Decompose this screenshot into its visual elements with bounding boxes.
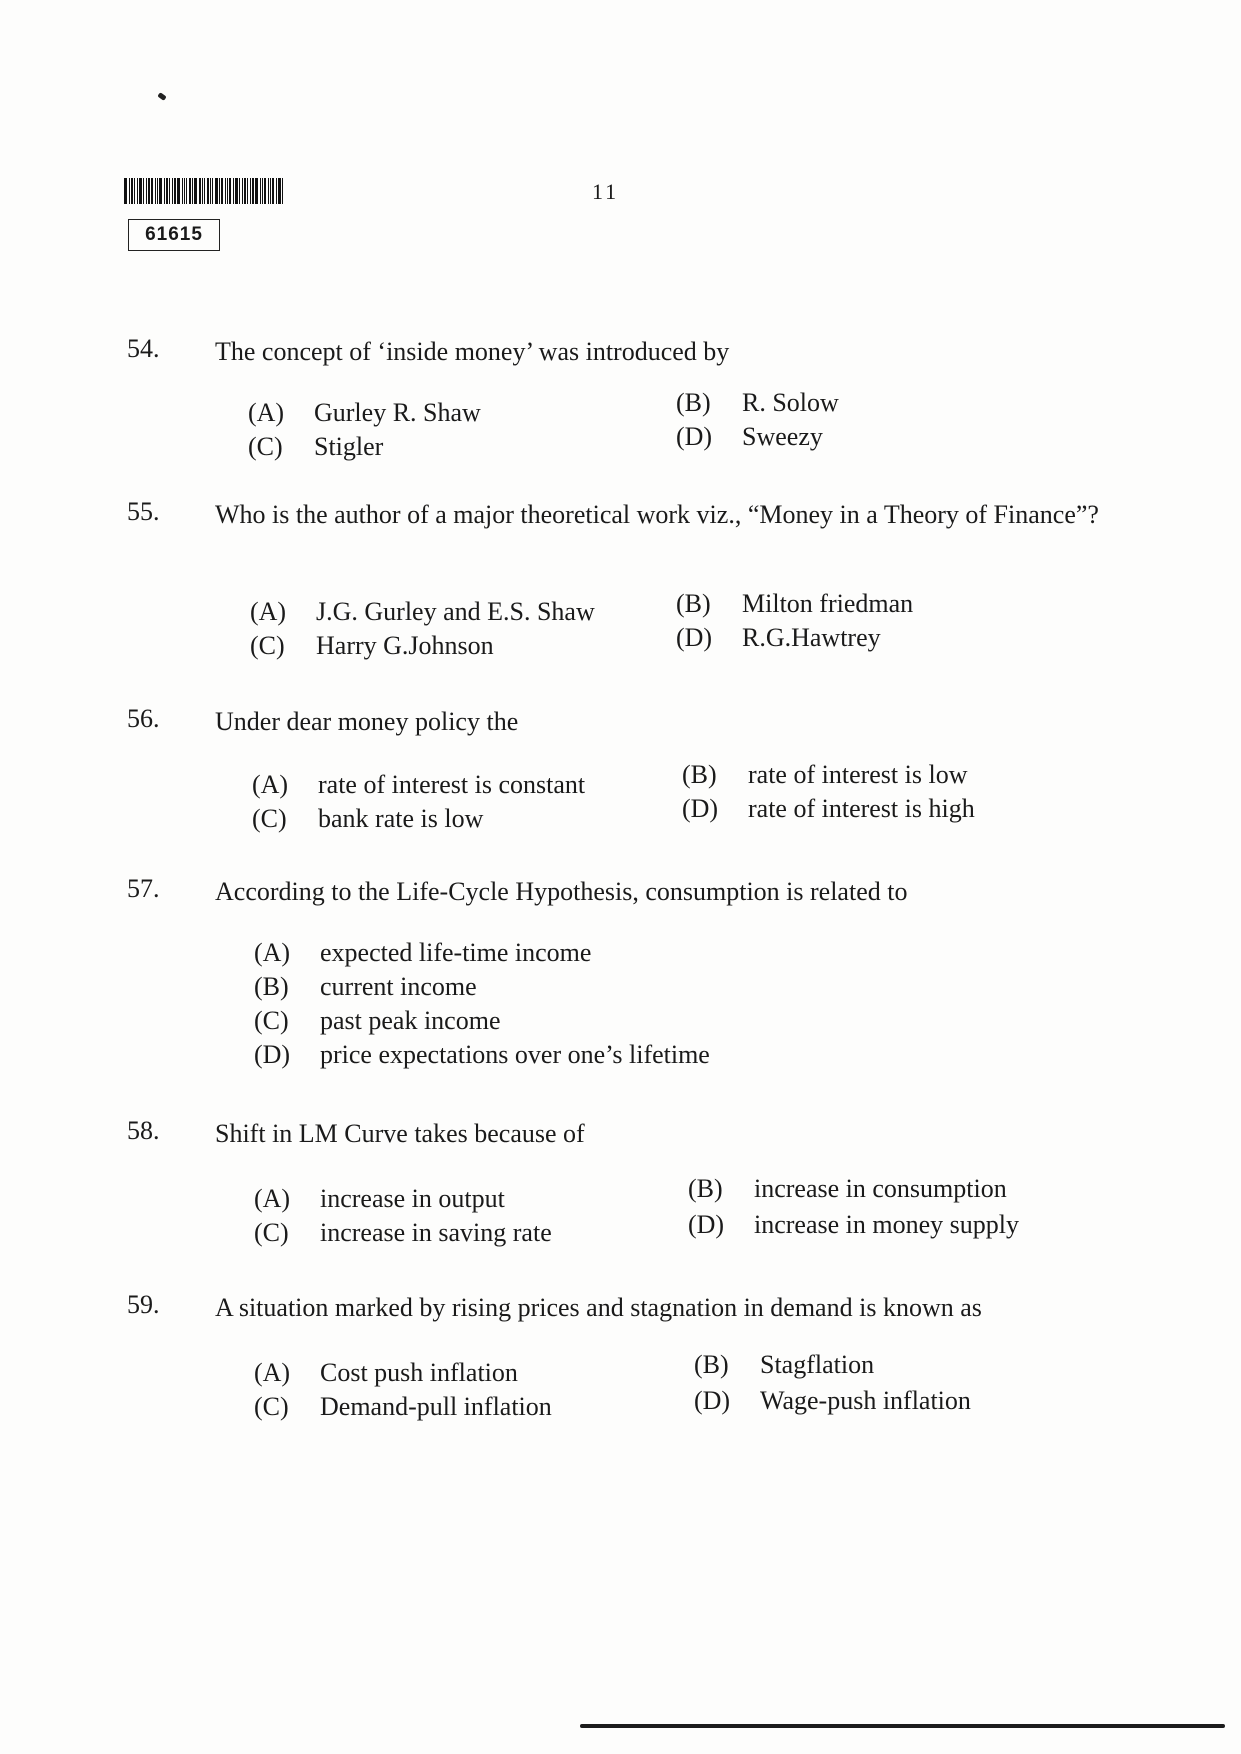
barcode-bar xyxy=(276,178,277,204)
option-letter: (C) xyxy=(250,631,285,660)
barcode-bar xyxy=(189,178,191,204)
option-letter: (C) xyxy=(254,1218,289,1247)
barcode-bar xyxy=(166,178,168,204)
barcode-bar xyxy=(219,178,220,204)
question-number: 57. xyxy=(127,874,160,903)
option-letter: (B) xyxy=(676,589,711,618)
option-b xyxy=(676,589,913,619)
barcode-bar xyxy=(151,178,153,204)
option-text: rate of interest is constant xyxy=(318,770,586,799)
barcode-bar xyxy=(174,178,176,204)
option-d xyxy=(676,422,823,452)
option-letter: (A) xyxy=(254,1358,291,1387)
barcode-bar xyxy=(270,178,271,204)
barcode-bar xyxy=(278,178,281,204)
stray-mark xyxy=(157,92,166,101)
option-text: price expectations over one’s lifetime xyxy=(320,1040,710,1069)
barcode-bar xyxy=(242,178,243,204)
barcode-bar xyxy=(143,178,144,204)
option-letter: (D) xyxy=(254,1040,291,1069)
option-c xyxy=(254,1392,552,1422)
barcode-bar xyxy=(137,178,138,204)
barcode-bar xyxy=(204,178,205,204)
option-letter: (A) xyxy=(254,1184,291,1213)
option-text: Stigler xyxy=(314,432,384,461)
option-letter: (B) xyxy=(688,1174,723,1203)
barcode-bar xyxy=(215,178,218,204)
barcode-bar xyxy=(227,178,228,204)
option-text: increase in money supply xyxy=(754,1210,1019,1239)
question-number: 59. xyxy=(127,1290,160,1319)
barcode-bar xyxy=(177,178,180,204)
barcode-bar xyxy=(260,178,261,204)
option-d xyxy=(254,1040,710,1070)
barcode-bar xyxy=(212,178,213,204)
barcode-bar xyxy=(199,178,201,204)
option-a xyxy=(254,938,591,968)
option-letter: (C) xyxy=(254,1006,289,1035)
barcode-bar xyxy=(157,178,158,204)
option-letter: (A) xyxy=(248,398,285,427)
option-b xyxy=(694,1350,874,1380)
option-text: Sweezy xyxy=(742,422,823,451)
barcode-bar xyxy=(272,178,274,204)
option-text: rate of interest is low xyxy=(748,760,968,789)
barcode-bar xyxy=(229,178,231,204)
option-letter: (B) xyxy=(682,760,717,789)
question-number: 58. xyxy=(127,1116,160,1145)
option-text: Milton friedman xyxy=(742,589,914,618)
option-b xyxy=(688,1174,1007,1204)
bottom-rule xyxy=(580,1724,1225,1728)
option-letter: (B) xyxy=(676,388,711,417)
barcode-bar xyxy=(124,178,127,204)
option-letter: (C) xyxy=(248,432,283,461)
barcode-bar xyxy=(172,178,173,204)
option-text: Stagflation xyxy=(760,1350,875,1379)
option-letter: (C) xyxy=(254,1392,289,1421)
barcode-bar xyxy=(262,178,263,204)
question-number: 55. xyxy=(127,497,160,526)
option-c xyxy=(252,804,483,834)
option-b xyxy=(254,972,477,1002)
barcode-bar xyxy=(129,178,130,204)
barcode-bar xyxy=(221,178,223,204)
barcode-bar xyxy=(255,178,258,204)
option-letter: (D) xyxy=(682,794,719,823)
barcode-bar xyxy=(131,178,133,204)
barcode-bar xyxy=(250,178,251,204)
option-text: J.G. Gurley and E.S. Shaw xyxy=(316,597,595,626)
option-letter: (D) xyxy=(688,1210,725,1239)
question-text: Under dear money policy the xyxy=(215,707,519,736)
barcode-bar xyxy=(239,178,240,204)
option-a xyxy=(248,398,481,428)
option-c xyxy=(248,432,383,462)
option-a xyxy=(250,597,595,627)
barcode-bar xyxy=(182,178,183,204)
option-c xyxy=(254,1218,552,1248)
option-text: Wage-push inflation xyxy=(760,1386,971,1415)
barcode-bar xyxy=(264,178,266,204)
barcode-bar xyxy=(235,178,238,204)
option-letter: (C) xyxy=(252,804,287,833)
barcode-bar xyxy=(146,178,147,204)
option-letter: (B) xyxy=(254,972,289,1001)
option-text: R.G.Hawtrey xyxy=(742,623,881,652)
question-text: Who is the author of a major theoretical work viz., “Money in a Theory of Finance”? xyxy=(215,500,1099,529)
option-a xyxy=(252,770,585,800)
question-number: 54. xyxy=(127,334,160,363)
barcode-bar xyxy=(247,178,248,204)
option-letter: (A) xyxy=(252,770,289,799)
question-text: A situation marked by rising prices and stagnation in demand is known as xyxy=(215,1293,982,1322)
barcode-bar xyxy=(225,178,226,204)
barcode-bar xyxy=(169,178,170,204)
question-text: According to the Life-Cycle Hypothesis, consumption is related to xyxy=(215,877,908,906)
barcode-bar xyxy=(282,178,283,204)
barcode-bar xyxy=(148,178,150,204)
option-text: increase in consumption xyxy=(754,1174,1007,1203)
barcode-bar xyxy=(184,178,185,204)
option-text: R. Solow xyxy=(742,388,839,417)
option-text: current income xyxy=(320,972,477,1001)
barcode-bar xyxy=(252,178,254,204)
barcode-bar xyxy=(268,178,269,204)
option-text: Harry G.Johnson xyxy=(316,631,494,660)
option-letter: (D) xyxy=(694,1386,731,1415)
option-a xyxy=(254,1358,518,1388)
question-number: 56. xyxy=(127,704,160,733)
barcode-bar xyxy=(186,178,187,204)
option-text: Cost push inflation xyxy=(320,1358,518,1387)
option-letter: (D) xyxy=(676,422,713,451)
barcode-image xyxy=(124,178,290,204)
option-text: increase in saving rate xyxy=(320,1218,552,1247)
option-text: rate of interest is high xyxy=(748,794,975,823)
barcode-bar xyxy=(233,178,234,204)
option-b xyxy=(682,760,968,790)
option-letter: (A) xyxy=(250,597,287,626)
option-c xyxy=(250,631,494,661)
question-text: The concept of ‘inside money’ was introduced by xyxy=(215,337,730,366)
paper-code-box: 61615 xyxy=(128,219,220,251)
barcode-bar xyxy=(202,178,203,204)
barcode-bar xyxy=(159,178,162,204)
option-letter: (A) xyxy=(254,938,291,967)
option-a xyxy=(254,1184,505,1214)
barcode-bar xyxy=(207,178,209,204)
barcode-bar xyxy=(139,178,142,204)
barcode-bar xyxy=(244,178,246,204)
barcode-bar xyxy=(134,178,135,204)
option-text: increase in output xyxy=(320,1184,505,1213)
barcode-bar xyxy=(155,178,156,204)
barcode-bar xyxy=(192,178,193,204)
option-text: Gurley R. Shaw xyxy=(314,398,481,427)
option-text: expected life-time income xyxy=(320,938,592,967)
barcode-bar xyxy=(194,178,197,204)
option-text: past peak income xyxy=(320,1006,501,1035)
option-b xyxy=(676,388,839,418)
option-d xyxy=(688,1210,1019,1240)
option-text: bank rate is low xyxy=(318,804,484,833)
option-d xyxy=(682,794,975,824)
question-text: Shift in LM Curve takes because of xyxy=(215,1119,585,1148)
barcode-bar xyxy=(164,178,165,204)
option-letter: (B) xyxy=(694,1350,729,1379)
option-d xyxy=(676,623,881,653)
barcode-bar xyxy=(210,178,211,204)
option-text: Demand-pull inflation xyxy=(320,1392,552,1421)
option-c xyxy=(254,1006,501,1036)
option-letter: (D) xyxy=(676,623,713,652)
page-number: 11 xyxy=(592,179,620,204)
option-d xyxy=(694,1386,971,1416)
